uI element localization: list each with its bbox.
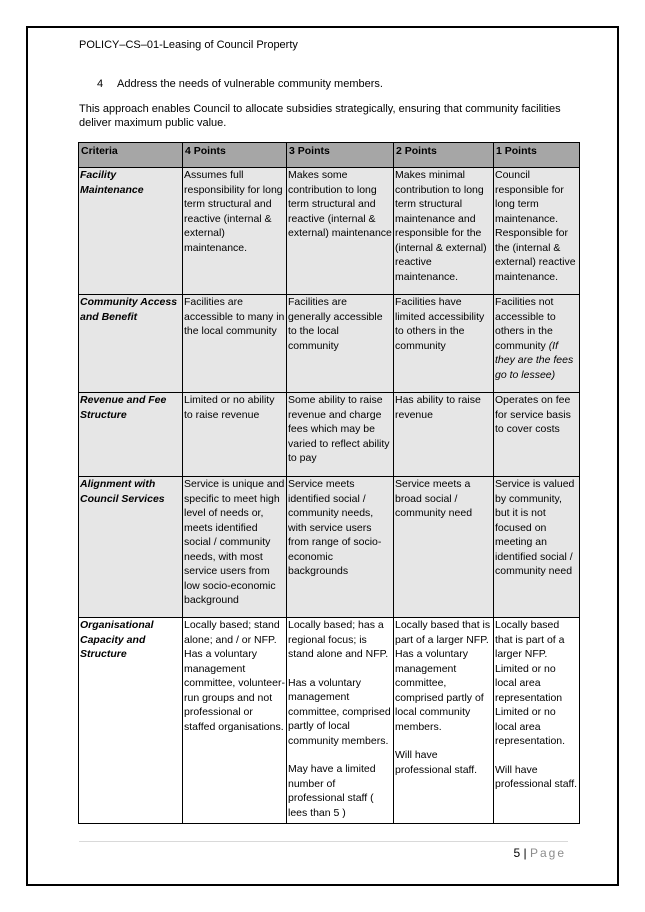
cell-3-points bbox=[287, 393, 394, 477]
table-row bbox=[79, 618, 580, 824]
cell-text: Facilities are accessible to many in the local community bbox=[184, 296, 285, 337]
cell-text: Will have professional staff. bbox=[395, 749, 478, 776]
cell-text: Locally based that is part of a larger NFP. Has a voluntary management committee, comprised partly of local community members. bbox=[395, 619, 491, 733]
cell-text: Makes minimal contribution to long term structural maintenance and responsible for the (internal & external) reactive maintenance. bbox=[395, 169, 487, 283]
list-item-text: Address the needs of vulnerable community members. bbox=[117, 78, 383, 90]
cell-text bbox=[495, 295, 578, 382]
page-number: 5 bbox=[513, 846, 521, 860]
cell-2-points bbox=[394, 295, 494, 393]
table-header-row bbox=[79, 143, 580, 168]
footer-divider bbox=[79, 841, 568, 842]
table-row bbox=[79, 477, 580, 618]
criteria-cell: Alignment with Council Services bbox=[79, 477, 183, 618]
cell-text: Locally based that is part of a larger NFP. Limited or no local area representation Limited or no local area representation. bbox=[495, 619, 566, 747]
header-2-points: 2 Points bbox=[394, 143, 494, 168]
cell-text: Locally based; stand alone; and / or NFP. Has a voluntary management committee, volunteer-run groups and not professional or staffed organisations. bbox=[184, 619, 285, 733]
cell-text: Has ability to raise revenue bbox=[395, 394, 481, 421]
cell-text-note: (If they are the fees go to lessee) bbox=[495, 339, 574, 381]
cell-2-points bbox=[394, 477, 494, 618]
cell-text: Limited or no ability to raise revenue bbox=[184, 394, 275, 421]
cell-1-points bbox=[494, 295, 580, 393]
cell-1-points bbox=[494, 393, 580, 477]
cell-text: Service meets a broad social / community need bbox=[395, 478, 473, 519]
criteria-table bbox=[78, 142, 580, 824]
cell-4-points bbox=[183, 295, 287, 393]
cell-text: Council responsible for long term maintenance. Responsible for the (internal & external) reactive maintenance. bbox=[495, 169, 576, 283]
header-4-points: 4 Points bbox=[183, 143, 287, 168]
document-header: POLICY–CS–01-Leasing of Council Property bbox=[79, 39, 298, 51]
cell-text: Operates on fee for service basis to cover costs bbox=[495, 394, 571, 435]
criteria-cell: Revenue and Fee Structure bbox=[79, 393, 183, 477]
cell-4-points bbox=[183, 618, 287, 824]
list-item bbox=[97, 78, 383, 90]
cell-2-points bbox=[394, 393, 494, 477]
page-footer bbox=[0, 846, 566, 860]
cell-text: Facilities are generally accessible to the local community bbox=[288, 296, 383, 352]
cell-text: Service is unique and specific to meet high level of needs or, meets identified social / community needs, with most service users from low socio-economic background bbox=[184, 478, 285, 606]
cell-3-points bbox=[287, 618, 394, 824]
cell-text: Assumes full responsibility for long term structural and reactive (internal & external) maintenance. bbox=[184, 169, 283, 254]
cell-text: Has a voluntary management committee, comprised partly of local community members. bbox=[288, 676, 391, 747]
cell-1-points bbox=[494, 477, 580, 618]
cell-text: Facilities have limited accessibility to others in the community bbox=[395, 296, 485, 352]
cell-text: Service meets identified social / community needs, with service users from range of socio-economic backgrounds bbox=[288, 478, 382, 577]
cell-4-points bbox=[183, 477, 287, 618]
cell-text: Service is valued by community, but it is not focused on meeting an identified social / community need bbox=[495, 478, 575, 577]
cell-3-points bbox=[287, 295, 394, 393]
intro-paragraph: This approach enables Council to allocate subsidies strategically, ensuring that community facilities deliver maximum public value. bbox=[79, 103, 561, 129]
cell-text: Some ability to raise revenue and charge fees which may be varied to reflect ability to pay bbox=[288, 394, 390, 464]
page-label: Page bbox=[529, 846, 566, 860]
cell-text: May have a limited number of professional staff ( lees than 5 ) bbox=[288, 763, 376, 819]
list-item-number: 4 bbox=[97, 78, 104, 90]
header-1-points: 1 Points bbox=[494, 143, 580, 168]
cell-text: Will have professional staff. bbox=[495, 763, 578, 790]
cell-2-points bbox=[394, 168, 494, 295]
cell-text: Makes some contribution to long term structural and reactive (internal & external) maintenance bbox=[288, 169, 392, 239]
table-row bbox=[79, 168, 580, 295]
header-criteria: Criteria bbox=[79, 143, 183, 168]
cell-3-points bbox=[287, 477, 394, 618]
table-row bbox=[79, 295, 580, 393]
table-row bbox=[79, 393, 580, 477]
footer-separator: | bbox=[520, 846, 530, 860]
cell-2-points bbox=[394, 618, 494, 824]
criteria-cell: Community Access and Benefit bbox=[79, 295, 183, 393]
cell-4-points bbox=[183, 393, 287, 477]
cell-text-main: Facilities not accessible to others in the community bbox=[495, 296, 556, 352]
cell-4-points bbox=[183, 168, 287, 295]
criteria-cell: Organisational Capacity and Structure bbox=[79, 618, 183, 824]
cell-3-points bbox=[287, 168, 394, 295]
cell-text: Locally based; has a regional focus; is stand alone and NFP. bbox=[288, 619, 389, 660]
header-3-points: 3 Points bbox=[287, 143, 394, 168]
cell-1-points bbox=[494, 618, 580, 824]
criteria-cell: Facility Maintenance bbox=[79, 168, 183, 295]
cell-1-points bbox=[494, 168, 580, 295]
